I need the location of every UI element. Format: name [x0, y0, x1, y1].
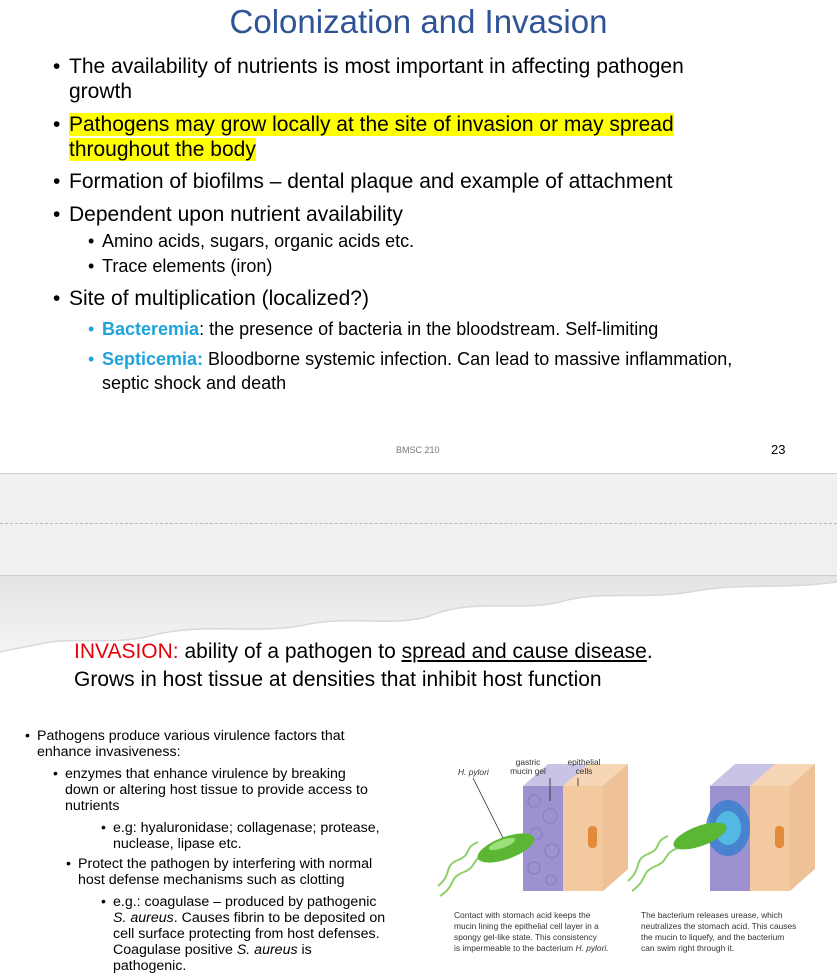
- label-h-pylori: H. pylori: [458, 767, 489, 777]
- list-item-coagulase: • e.g.: coagulase – produced by pathogenic S. aureus. Causes fibrin to be deposited on cell surface protecting from host defenses. Coagulase positive S. aureus is pathogenic.: [101, 894, 386, 974]
- invasion-subheading: Grows in host tissue at densities that inhibit host function: [74, 668, 602, 691]
- h-pylori-figure: [428, 756, 828, 971]
- bullet-highlighted: • Pathogens may grow locally at the site of invasion or may spread throughout the body: [53, 113, 674, 161]
- footer-course: BMSC 210: [396, 445, 440, 455]
- caption-left: Contact with stomach acid keeps the mucin lining the epithelial cell layer in a spongy gel-like state. This consistency is impermeable to the bacterium H. pylori.: [454, 910, 609, 953]
- h-pylori-illustration: [428, 756, 828, 916]
- caption-right: The bacterium releases urease, which neutralizes the stomach acid. This causes the mucin to liquefy, and the bacterium can swim right through it.: [641, 910, 797, 953]
- invasion-heading: INVASION: ability of a pathogen to spread and cause disease.: [74, 640, 653, 663]
- h-pylori-bacterium-left: [438, 827, 538, 896]
- slide-invasion: [0, 576, 837, 975]
- slide-title: Colonization and Invasion: [229, 3, 608, 40]
- bullet-dependent: • Dependent upon nutrient availability: [53, 203, 403, 226]
- page-separator: [0, 523, 837, 524]
- slide-23: [0, 0, 837, 473]
- mucin-block-left: [523, 764, 628, 891]
- page-number: 23: [771, 442, 786, 457]
- bullet-nutrients: • The availability of nutrients is most important in affecting pathogen growth: [53, 55, 684, 103]
- sub-bullet-trace: • Trace elements (iron): [88, 256, 273, 276]
- label-gastric-mucin: gastric mucin gel: [510, 757, 546, 776]
- bullet-site: • Site of multiplication (localized?): [53, 287, 369, 310]
- label-epithelial-cells: epithelial cells: [567, 757, 601, 776]
- list-item-enzymes: • enzymes that enhance virulence by breaking down or altering host tissue to provide access to nutrients: [53, 766, 368, 814]
- list-item-protect: • Protect the pathogen by interfering with normal host defense mechanisms such as clotting: [66, 856, 373, 888]
- sub-bullet-bacteremia: • Bacteremia: the presence of bacteria in the bloodstream. Self-limiting: [88, 319, 659, 339]
- sub-bullet-amino: • Amino acids, sugars, organic acids etc.: [88, 231, 415, 251]
- list-item-virulence: • Pathogens produce various virulence factors that enhance invasiveness:: [25, 728, 345, 760]
- bullet-biofilms: • Formation of biofilms – dental plaque and example of attachment: [53, 170, 673, 193]
- slide-gap: [0, 473, 837, 576]
- list-item-enzyme-examples: • e.g: hyaluronidase; collagenase; protease, nuclease, lipase etc.: [101, 820, 380, 852]
- sub-bullet-septicemia: • Septicemia: Bloodborne systemic infection. Can lead to massive inflammation, septic shock and death: [88, 349, 733, 393]
